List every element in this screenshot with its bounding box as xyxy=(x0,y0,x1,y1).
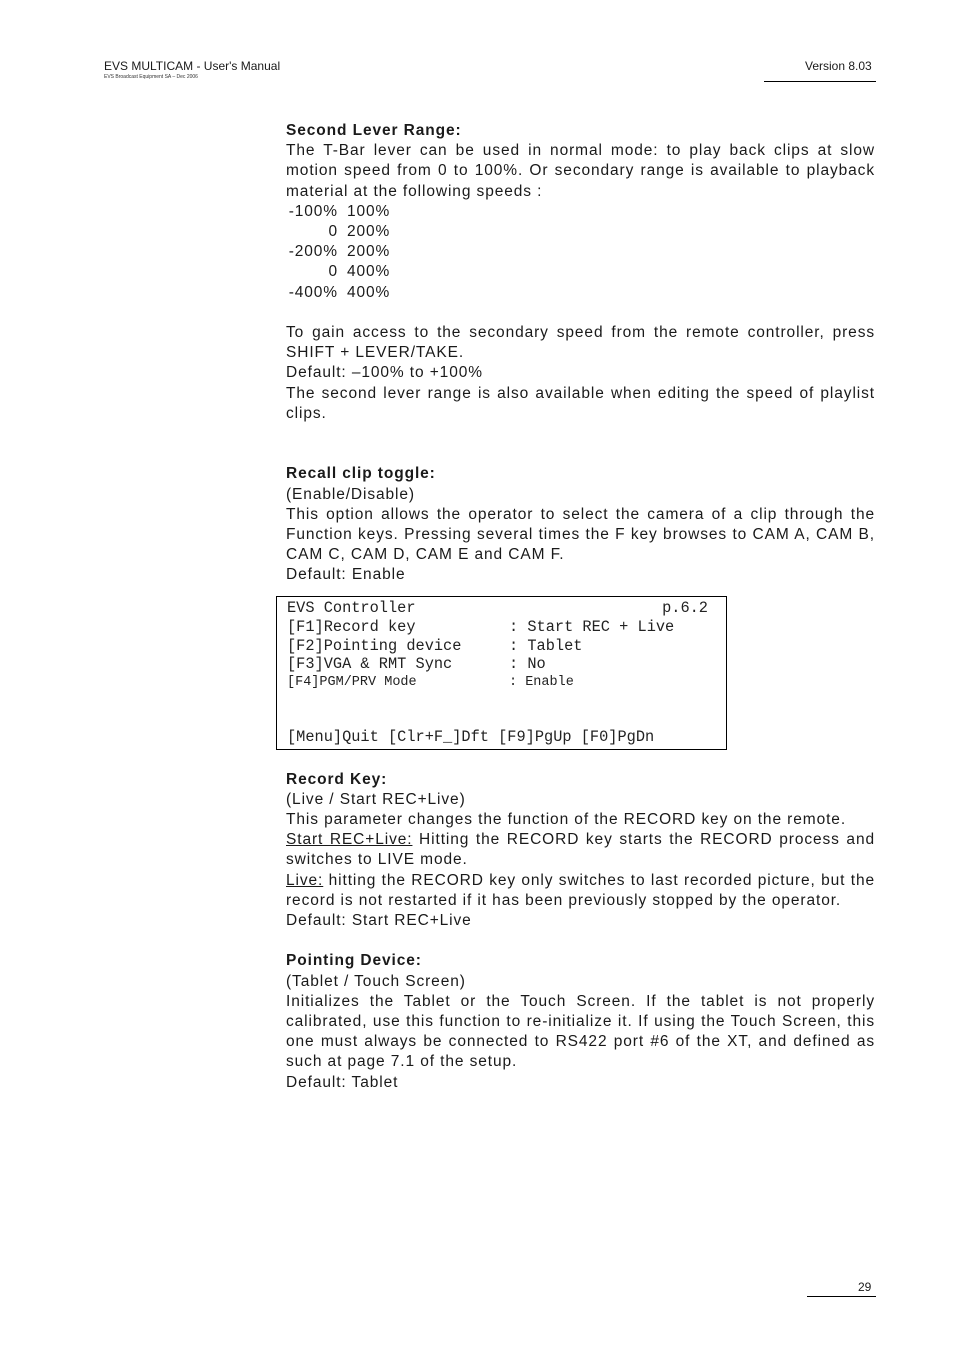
page-number: 29 xyxy=(858,1280,872,1294)
version-label: Version 8.03 xyxy=(805,59,872,73)
second-lever-default: Default: –100% to +100% xyxy=(286,364,483,382)
recall-clip-default: Default: Enable xyxy=(286,566,406,584)
menu-footer: [Menu]Quit [Clr+F_]Dft [F9]PgUp [F0]PgDn xyxy=(287,727,655,746)
menu-row-key: [F4]PGM/PRV Mode xyxy=(287,674,417,690)
speed-to: 400% xyxy=(347,263,391,281)
heading-second-lever: Second Lever Range: xyxy=(286,122,462,139)
second-lever-access: To gain access to the secondary speed from the remote controller, press SHIFT + LEVER/TAKE. xyxy=(286,324,875,362)
speed-from: 0 xyxy=(328,223,338,241)
record-key-options: (Live / Start REC+Live) xyxy=(286,790,466,808)
second-lever-body: The T-Bar lever can be used in normal mode: to play back clips at slow motion speed from 0 to 100%. Or secondary range is available to playback material at the following speeds : xyxy=(286,142,875,200)
controller-menu-screen xyxy=(276,596,727,750)
record-key-start-paragraph xyxy=(286,830,875,870)
start-rec-live-text: Hitting the RECORD key starts the RECORD process and switches to LIVE mode. xyxy=(286,831,875,869)
speed-to: 200% xyxy=(347,223,391,241)
heading-record-key: Record Key: xyxy=(286,770,388,788)
heading-recall-clip: Recall clip toggle: xyxy=(286,465,436,483)
menu-row-value: : Tablet xyxy=(509,636,583,655)
menu-row-value: : Start REC + Live xyxy=(509,617,675,636)
manual-subtitle: EVS Broadcast Equipment SA – Dec 2006 xyxy=(104,74,198,80)
recall-clip-options: (Enable/Disable) xyxy=(286,485,415,503)
speed-to: 200% xyxy=(347,243,391,261)
menu-row-value: : Enable xyxy=(509,674,574,690)
menu-title: EVS Controller xyxy=(287,598,416,617)
speed-from: 0 xyxy=(328,263,338,281)
speed-to: 400% xyxy=(347,283,391,301)
speed-from: -400% xyxy=(288,283,338,301)
footer-rule xyxy=(807,1296,876,1297)
pointing-device-default: Default: Tablet xyxy=(286,1073,399,1091)
speed-to: 100% xyxy=(347,202,391,220)
header-rule xyxy=(764,81,876,82)
menu-row-key: [F2]Pointing device xyxy=(287,636,462,655)
speed-list xyxy=(286,202,406,303)
record-key-body: This parameter changes the function of the RECORD key on the remote. xyxy=(286,811,847,829)
pointing-device-body: Initializes the Tablet or the Touch Screen. If the tablet is not properly calibrated, use this function to re-initialize it. If using the Touch Screen, this one must always be connected to RS422 port #6 of the XT, and defined as such at page 7.1 of the setup. xyxy=(286,992,875,1071)
menu-row-value: : No xyxy=(509,654,546,673)
menu-row-key: [F1]Record key xyxy=(287,617,416,636)
live-text: hitting the RECORD key only switches to last recorded picture, but the record is not restarted if it has been previously stopped by the operator. xyxy=(286,871,875,909)
heading-pointing-device: Pointing Device: xyxy=(286,952,422,970)
menu-page-number: p.6.2 xyxy=(662,598,708,617)
speed-from: -200% xyxy=(288,243,338,261)
live-label: Live: xyxy=(286,871,324,889)
pointing-device-options: (Tablet / Touch Screen) xyxy=(286,972,466,990)
manual-title: EVS MULTICAM - User's Manual xyxy=(104,59,281,73)
page-content xyxy=(286,121,875,1093)
start-rec-live-label: Start REC+Live: xyxy=(286,831,413,849)
record-key-default: Default: Start REC+Live xyxy=(286,912,472,930)
menu-row-key: [F3]VGA & RMT Sync xyxy=(287,654,453,673)
speed-from: -100% xyxy=(288,202,338,220)
recall-clip-body: This option allows the operator to select the camera of a clip through the Function keys. Pressing several times the F key browses to CAM A, CAM B, CAM C, CAM D, CAM E and CAM F. xyxy=(286,505,875,564)
second-lever-note: The second lever range is also available when editing the speed of playlist clips. xyxy=(286,384,875,422)
record-key-live-paragraph xyxy=(286,871,875,911)
